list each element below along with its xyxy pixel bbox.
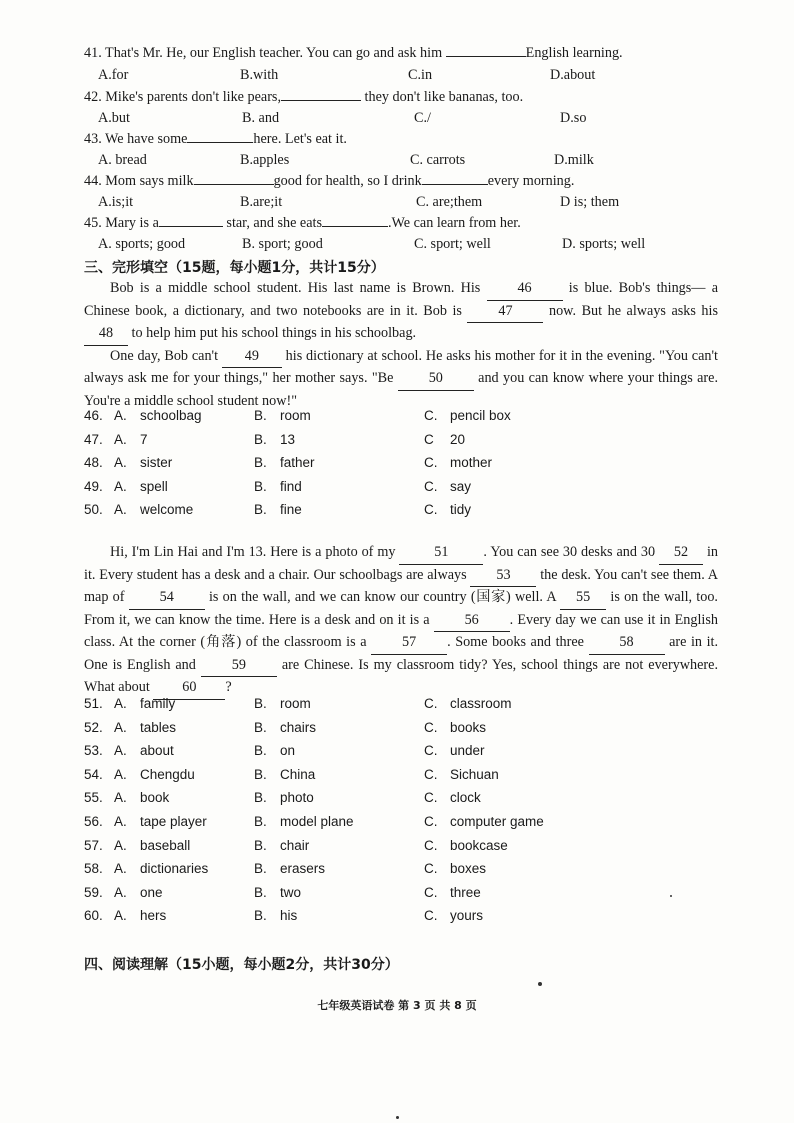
option-c-text: bookcase	[450, 837, 508, 853]
option-b-text: on	[280, 743, 296, 759]
option-b-text: two	[280, 884, 302, 900]
cloze-passage-1	[84, 278, 718, 412]
option-a: A.is;it	[98, 194, 134, 210]
question-number: 48.	[84, 455, 103, 470]
option-a-letter: A.	[114, 502, 127, 517]
option-a-letter: A.	[114, 790, 127, 806]
passage-text: now. But he always asks his	[543, 302, 718, 319]
option-a-text: tables	[140, 719, 177, 735]
option-b-letter: B.	[254, 861, 267, 877]
option-a-letter: A.	[114, 455, 127, 470]
option-a-letter: A.	[114, 719, 127, 735]
blank-57: 57	[371, 632, 447, 655]
option-a-text: Chengdu	[140, 766, 195, 782]
question-stem: 43. We have some	[84, 131, 188, 147]
option-a-letter: A.	[114, 696, 127, 711]
option-c-text: mother	[450, 455, 493, 470]
blank-52: 52	[659, 542, 703, 565]
option-c-letter: C.	[424, 719, 438, 735]
option-b-letter: B.	[254, 814, 267, 829]
passage-text: is on the wall, and we can know our country (国家) well. A	[204, 589, 561, 605]
option-a-text: spell	[140, 478, 168, 494]
option-c-letter: C.	[424, 696, 438, 711]
passage-text: and you can know where your things are. You're a middle school student now!"	[84, 370, 718, 409]
option-c: C.in	[408, 67, 433, 83]
options-44	[98, 193, 738, 211]
option-c-text: 20	[450, 431, 466, 447]
option-b-text: room	[280, 408, 311, 423]
question-stem: 42. Mike's parents don't like pears,	[84, 89, 281, 105]
option-c-letter: C.	[424, 408, 438, 423]
question-number: 57.	[84, 837, 103, 853]
option-b: B.with	[240, 67, 279, 83]
question-stem: good for health, so I drink	[273, 173, 422, 189]
option-c-text: say	[450, 478, 472, 494]
option-a-text: hers	[140, 908, 167, 924]
option-c-text: tidy	[450, 502, 472, 517]
option-d: D is; them	[560, 194, 620, 210]
answer-blank	[159, 226, 223, 227]
option-b-letter: B.	[254, 837, 267, 853]
passage-text: Bob is a middle school student. His last name is Brown. His	[110, 280, 487, 296]
option-a-text: book	[140, 790, 170, 806]
blank-50: 50	[398, 368, 474, 391]
option-c: C. sport; well	[414, 236, 491, 252]
option-d: D. sports; well	[562, 236, 646, 252]
blank-47: 47	[467, 301, 543, 324]
blank-59: 59	[201, 655, 277, 678]
option-b-letter: B.	[254, 908, 267, 924]
blank-53: 53	[470, 565, 536, 588]
passage-text: . Every day we can use it in English class. At the corner (角落) of the classroom is a	[84, 611, 718, 650]
option-b-text: model plane	[280, 814, 354, 829]
option-b-letter: B.	[254, 790, 267, 806]
option-c: C./	[414, 110, 431, 126]
passage-text: ?	[225, 679, 232, 695]
option-a-letter: A.	[114, 478, 127, 494]
scan-speck	[396, 1116, 399, 1119]
passage-text: in it. Every student has a desk and a chair. Our schoolbags are always	[84, 544, 718, 583]
question-number: 59.	[84, 884, 103, 900]
option-c-text: Sichuan	[450, 766, 499, 782]
question-number: 50.	[84, 502, 103, 517]
option-a: A. sports; good	[98, 236, 186, 252]
option-a-letter: A.	[114, 814, 127, 829]
question-number: 51.	[84, 696, 103, 711]
question-stem: 45. Mary is a	[84, 215, 159, 231]
option-a-text: tape player	[140, 814, 207, 829]
option-c-letter: C.	[424, 502, 438, 517]
option-c-letter: C.	[424, 814, 438, 829]
option-c-letter: C.	[424, 766, 438, 782]
option-c-letter: C.	[424, 455, 438, 470]
option-b-letter: B.	[254, 766, 267, 782]
passage-text: is on the wall, too. From it, we can know the time. Here is a desk and on it is a	[84, 589, 718, 628]
option-b-letter: B.	[254, 719, 267, 735]
option-b-letter: B.	[254, 696, 267, 711]
passage-text: One day, Bob can't	[110, 347, 222, 364]
option-a-text: 7	[140, 431, 148, 447]
question-number: 53.	[84, 743, 103, 759]
answer-blank	[194, 184, 274, 185]
option-b-text: photo	[280, 790, 314, 806]
blank-51: 51	[399, 542, 483, 565]
option-c-text: computer game	[450, 814, 544, 829]
passage-text: the desk. You can't see them. A map of	[84, 566, 718, 605]
option-b-letter: B.	[254, 478, 267, 494]
blank-48: 48	[84, 323, 128, 346]
option-c-letter: C.	[424, 861, 438, 877]
answer-blank	[446, 56, 526, 57]
option-d: D.about	[550, 67, 596, 83]
passage-text: are Chinese. Is my classroom tidy? Yes, school things are not everywhere. What about	[84, 656, 718, 695]
option-b: B. and	[242, 110, 280, 126]
scan-speck	[670, 895, 672, 897]
option-c-text: pencil box	[450, 408, 511, 423]
option-c-text: under	[450, 743, 485, 759]
option-c-text: clock	[450, 790, 481, 806]
scan-speck	[538, 982, 542, 986]
question-stem: 41. That's Mr. He, our English teacher. You can go and ask him	[84, 45, 446, 61]
option-b-text: 13	[280, 431, 296, 447]
option-b: B.apples	[240, 152, 290, 168]
option-c-letter: C.	[424, 743, 438, 759]
option-a-letter: A.	[114, 837, 127, 853]
answer-blank	[187, 142, 253, 143]
section-heading-reading: 四、阅读理解（15小题，每小题2分，共计30分）	[84, 957, 399, 973]
option-b-text: China	[280, 766, 316, 782]
answer-blank	[422, 184, 488, 185]
question-45	[84, 214, 724, 232]
blank-60: 60	[153, 677, 225, 700]
question-number: 55.	[84, 790, 103, 806]
question-41	[84, 44, 724, 62]
answer-blank	[322, 226, 388, 227]
passage-text: his dictionary at school. He asks his mother for it in the evening. "You can't always ask me for your things," her mother says. "Be	[84, 347, 718, 386]
question-number: 46.	[84, 408, 103, 423]
option-a: A.for	[98, 67, 129, 83]
option-b-text: room	[280, 696, 311, 711]
blank-46: 46	[487, 278, 563, 301]
option-c-text: boxes	[450, 861, 487, 877]
option-b: B. sport; good	[242, 236, 323, 252]
option-c-text: yours	[450, 908, 484, 924]
passage-text: to help him put his school things in his schoolbag.	[128, 325, 417, 341]
option-b-text: father	[280, 455, 315, 470]
option-b-text: chairs	[280, 719, 317, 735]
option-b-letter: B.	[254, 884, 267, 900]
passage-text: is blue. Bob's things— a Chinese book, a dictionary, and two notebooks are in it. Bob is	[84, 280, 718, 319]
option-a-text: family	[140, 696, 176, 711]
question-stem: .We can learn from her.	[387, 215, 521, 231]
option-c-letter: C.	[424, 884, 438, 900]
passage-text: are in it. One is English and	[84, 634, 718, 673]
question-stem: 44. Mom says milk	[84, 173, 194, 189]
options-43	[98, 151, 738, 169]
answer-blank	[281, 100, 361, 101]
option-b-text: erasers	[280, 861, 326, 877]
option-c-letter: C.	[424, 837, 438, 853]
option-c: C. carrots	[410, 152, 466, 168]
options-42	[98, 109, 738, 127]
option-c-letter: C.	[424, 478, 438, 494]
blank-55: 55	[560, 587, 606, 610]
option-a-letter: A.	[114, 861, 127, 877]
blank-56: 56	[434, 610, 510, 633]
question-number: 60.	[84, 908, 103, 924]
option-c-text: classroom	[450, 696, 512, 711]
option-b-text: his	[280, 908, 298, 924]
option-b-letter: B.	[254, 408, 267, 423]
option-b-letter: B.	[254, 455, 267, 470]
question-stem: every morning.	[487, 173, 575, 189]
question-stem: star, and she eats	[222, 215, 322, 231]
question-number: 49.	[84, 478, 103, 494]
blank-49: 49	[222, 346, 282, 369]
options-41	[98, 66, 738, 84]
option-a-text: baseball	[140, 837, 191, 853]
question-number: 54.	[84, 766, 103, 782]
question-stem: English learning.	[525, 45, 623, 61]
question-number: 47.	[84, 431, 103, 447]
option-a-text: welcome	[140, 502, 194, 517]
option-b-text: find	[280, 478, 302, 494]
option-b-text: fine	[280, 502, 302, 517]
question-42	[84, 88, 724, 106]
option-a: A. bread	[98, 152, 147, 168]
blank-54: 54	[129, 587, 205, 610]
question-stem: here. Let's eat it.	[253, 131, 347, 147]
option-d: D.so	[560, 110, 587, 126]
question-number: 56.	[84, 814, 103, 829]
option-c: C. are;them	[416, 194, 483, 210]
question-stem: they don't like bananas, too.	[361, 89, 524, 105]
question-43	[84, 130, 724, 148]
option-a-text: schoolbag	[140, 408, 202, 423]
blank-58: 58	[589, 632, 665, 655]
option-c-letter: C	[424, 431, 434, 447]
cloze-passage-2	[84, 542, 718, 700]
question-44	[84, 172, 724, 190]
option-a-text: sister	[140, 455, 173, 470]
option-a-text: one	[140, 884, 163, 900]
option-c-letter: C.	[424, 790, 438, 806]
question-number: 58.	[84, 861, 103, 877]
page-footer: 七年级英语试卷 第 3 页 共 8 页	[317, 999, 477, 1012]
option-b-text: chair	[280, 837, 310, 853]
passage-text: . You can see 30 desks and 30	[483, 544, 660, 560]
option-a-letter: A.	[114, 431, 127, 447]
option-a-text: dictionaries	[140, 861, 209, 877]
passage-text: Hi, I'm Lin Hai and I'm 13. Here is a photo of my	[110, 544, 400, 560]
option-c-letter: C.	[424, 908, 438, 924]
option-a-letter: A.	[114, 408, 127, 423]
option-c-text: books	[450, 719, 487, 735]
option-b-letter: B.	[254, 743, 267, 759]
passage-text: . Some books and three	[447, 634, 589, 650]
option-a-letter: A.	[114, 908, 127, 924]
option-b-letter: B.	[254, 502, 267, 517]
option-a-letter: A.	[114, 766, 127, 782]
section-heading-cloze: 三、完形填空（15题，每小题1分，共计15分）	[84, 260, 385, 276]
option-b-letter: B.	[254, 431, 267, 447]
option-a-text: about	[140, 743, 174, 759]
option-b: B.are;it	[240, 194, 283, 210]
option-a-letter: A.	[114, 743, 127, 759]
question-number: 52.	[84, 719, 103, 735]
option-d: D.milk	[554, 152, 594, 168]
option-c-text: three	[450, 884, 481, 900]
option-a: A.but	[98, 110, 130, 126]
option-a-letter: A.	[114, 884, 127, 900]
options-45	[98, 235, 738, 253]
